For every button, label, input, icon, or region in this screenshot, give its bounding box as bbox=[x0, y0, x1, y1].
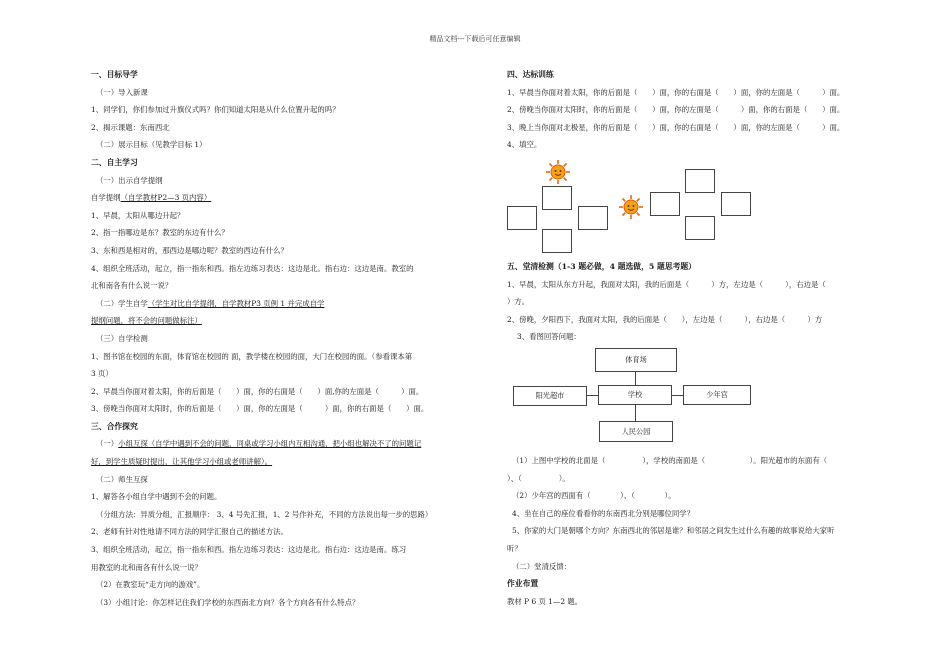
text-line: （1）上图中学校的北面是（ ），学校的南面是（ ）。阳光超市的东面有（ bbox=[512, 455, 828, 465]
map-node-school: 学校 bbox=[598, 385, 672, 405]
text-line: 4、坐在自己的座位看看你的东南西北分别是哪位同学？ bbox=[512, 508, 695, 518]
text-line: 3、东和西是相对的，那西边是哪边呢？教室的西边有什么？ bbox=[91, 245, 288, 255]
text-line bbox=[91, 435, 474, 453]
text-line: 1、图书馆在校园的东面，体育馆在校园的 面，教学楼在校园的面，大门在校园的面。（参看课本第 bbox=[91, 351, 413, 361]
text-line: （一）出示自学提纲 bbox=[96, 175, 163, 185]
page-header: 精品文档---下载后可任意编辑 bbox=[429, 35, 521, 43]
underlined-text: （自学教材P2—3 页内容） bbox=[120, 193, 212, 203]
text-line: ）方。 bbox=[507, 297, 530, 307]
answer-box[interactable] bbox=[578, 206, 608, 230]
answer-box[interactable] bbox=[685, 169, 715, 193]
text-line: （三）自学检测 bbox=[96, 333, 148, 343]
section-heading: 三、合作探究 bbox=[91, 421, 138, 431]
text-line: 2、早晨当你面对着太阳，你的后面是（ ）面，你的右面是（ ）面,你的左面是（ ）面。 bbox=[91, 386, 424, 396]
map-node-supermarket: 阳光超市 bbox=[513, 386, 587, 406]
text-line: 1、早晨当你面对着太阳，你的后面是（ ）面，你的右面是（ ）面，你的左面是（ ）面。 bbox=[507, 87, 845, 97]
text-line: （3）小组讨论：你怎样记住我们学校的东西南北方向？各个方向各有什么特点？ bbox=[96, 597, 360, 607]
answer-box[interactable] bbox=[650, 192, 680, 216]
text-line: 2、傍晚，夕阳西下，我面对太阳，我的后面是（ ），左边是（ ），右边是（ ）方 bbox=[507, 314, 823, 324]
text-line: 3、傍晚当你面对太阳时，你的后面是（ ）面，你的左面是（ ）面，你的右面是（ ）面。 bbox=[91, 404, 429, 414]
map-node-park: 人民公园 bbox=[599, 421, 673, 442]
section-heading: 二、自主学习 bbox=[91, 157, 138, 167]
text-line: （二）堂清反馈： bbox=[512, 561, 572, 571]
connector-line bbox=[671, 395, 683, 396]
text-line: 提纲问题，将不会的问题做标注） bbox=[91, 316, 202, 326]
text-line: （一）导入新课 bbox=[96, 87, 148, 97]
answer-box[interactable] bbox=[507, 206, 537, 230]
text-line: 好，到学生质疑时提出，让其他学习小组或老师讲解）。 bbox=[91, 457, 273, 467]
fill-in-direction-boxes bbox=[507, 154, 887, 258]
text-line: 2、傍晚当你面对太阳时，你的后面是（ ）面，你的左面是（ ）面，你的右面是（ ）面。 bbox=[507, 105, 845, 115]
text-line: 2、指一指哪边是东？教室的东边有什么？ bbox=[91, 228, 229, 238]
text-line: （二）师生互探 bbox=[96, 474, 148, 484]
section-questions-and-homework bbox=[507, 452, 887, 610]
text-line: （2）在教室玩“走方向的游戏”。 bbox=[96, 580, 205, 590]
connector-line bbox=[635, 404, 636, 421]
text-line: （分组方法：异质分组，汇报顺序： 3、4 号先汇报，1、2 号作补充，不同的方法说出每一步的思路） bbox=[96, 509, 433, 519]
map-node-stadium: 体育场 bbox=[595, 348, 677, 372]
text-line: 3、组织全班活动，起立，指一指东和西。指左边练习表达：这边是北。指右边：这边是南。练习 bbox=[91, 545, 407, 555]
text-prefix: （一） bbox=[96, 439, 119, 449]
section-heading: 作业布置 bbox=[507, 579, 539, 589]
text-line: （二）展示目标（见教学目标 1） bbox=[96, 140, 207, 150]
text-prefix: （二）学生自学 bbox=[96, 298, 148, 308]
answer-box[interactable] bbox=[721, 192, 751, 216]
section-class-test bbox=[507, 258, 887, 346]
map-node-youth-palace: 少年宫 bbox=[683, 385, 751, 405]
section-heading: 五、堂清检测（1-3 题必做，4 题选做，5 题思考题） bbox=[507, 261, 697, 271]
left-column bbox=[91, 66, 474, 611]
underlined-text: （学生对比自学提纲，自学教材P3 页例 1 并完成自学 bbox=[147, 298, 325, 308]
text-line: 1、早晨，太阳从东方升起，我面对太阳，我的后面是（ ）方，左边是（ ），右边是（ bbox=[507, 279, 826, 289]
answer-box[interactable] bbox=[542, 186, 572, 210]
text-line: 北和南各有什么说一说？ bbox=[91, 281, 173, 291]
right-column bbox=[507, 66, 887, 610]
text-line: （2）少年宫的西面有（ ）、（ ）。 bbox=[512, 491, 676, 501]
text-line bbox=[91, 295, 474, 313]
text-line: 1、解答各小组自学中遇到不会的问题。 bbox=[91, 492, 222, 502]
text-line: 2、老师有针对性地请不同方法的同学汇报自己的描述方法。 bbox=[91, 527, 288, 537]
text-line: 3、晚上当你面对北极星，你的后面是（ ）面，你的右面是（ ）面，你的左面是（ ）面。 bbox=[507, 122, 845, 132]
sun-icon bbox=[618, 194, 644, 220]
underlined-text: 小组互探（自学中遇到不会的问题，同桌或学习小组内互相沟通，把小组也解决不了的问题记 bbox=[118, 439, 422, 449]
text-line: 3、看图回答问题： bbox=[517, 332, 581, 342]
map-diagram bbox=[507, 348, 887, 452]
text-prefix: 自学提纲 bbox=[91, 193, 121, 203]
section-heading: 一、目标导学 bbox=[91, 70, 138, 79]
text-line: 2、揭示课题：东南西北 bbox=[91, 122, 170, 132]
text-line: ）、（ ）。 bbox=[507, 473, 570, 483]
answer-box[interactable] bbox=[542, 229, 572, 253]
text-line: 3 页） bbox=[91, 369, 113, 379]
section-target-training bbox=[507, 66, 887, 154]
text-line: 听？ bbox=[507, 543, 522, 553]
text-line: 4、填空。 bbox=[507, 140, 542, 150]
text-line: 教材 P 6 页 1—2 题。 bbox=[507, 596, 583, 606]
text-line: 5、你家的大门是朝哪个方向？东南西北的邻居是谁？和邻居之间发生过什么有趣的故事说给大家听 bbox=[512, 526, 835, 536]
connector-line bbox=[586, 395, 598, 396]
answer-box[interactable] bbox=[685, 216, 715, 240]
text-line: 1、同学们，你们参加过升旗仪式吗？你们知道太阳是从什么位置升起的吗？ bbox=[91, 105, 340, 115]
text-line bbox=[91, 189, 474, 207]
text-line: 用教室的北和南各有什么说一说？ bbox=[91, 562, 202, 572]
section-heading: 四、达标训练 bbox=[507, 70, 554, 79]
text-line: 4、组织全班活动，起立，指一指东和西。指左边练习表达：这边是北。指右边：这边是南。教室的 bbox=[91, 263, 414, 273]
text-line: 1、早晨，太阳从哪边升起？ bbox=[91, 210, 185, 220]
sun-icon bbox=[545, 159, 571, 185]
